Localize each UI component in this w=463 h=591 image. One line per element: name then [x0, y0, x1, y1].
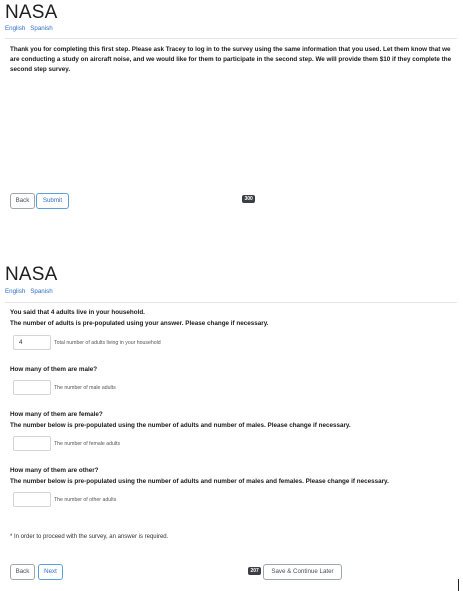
other-question-line2: The number below is pre-populated using the number of adults and number of males and females. Please change if necessary.: [10, 478, 389, 485]
adults-question-line1: You said that 4 adults live in your household.: [10, 309, 145, 316]
language-switcher-2: [5, 288, 58, 295]
adults-count-input[interactable]: 4: [13, 335, 51, 350]
language-link-spanish-1[interactable]: Spanish: [30, 25, 53, 32]
female-count-hint: The number of female adults: [54, 441, 121, 447]
page-number-badge-1: 300: [242, 195, 255, 203]
other-count-hint: The number of other adults: [54, 497, 117, 503]
next-button[interactable]: Next: [38, 564, 63, 580]
back-button-1[interactable]: Back: [10, 193, 35, 209]
header-divider-1: [5, 38, 457, 39]
language-link-spanish-2[interactable]: Spanish: [30, 288, 53, 295]
language-switcher-1: [5, 25, 58, 32]
language-link-english-2[interactable]: English: [5, 288, 26, 295]
adults-count-hint: Total number of adults living in your household: [54, 340, 161, 346]
back-button-2[interactable]: Back: [10, 564, 35, 580]
male-count-input[interactable]: [13, 380, 51, 395]
completion-message: Thank you for completing this first step. Please ask Tracey to log in to the survey using the same information that you used. Let them know that we are conducting a study on aircraft noise, and we would like for them to participate in the second step. We will provide them $10 if they complete the second step survey.: [10, 46, 452, 73]
text-cursor-icon: [458, 579, 459, 591]
male-count-hint: The number of male adults: [54, 385, 116, 391]
required-note: * In order to proceed with the survey, an answer is required.: [10, 534, 169, 540]
brand-title-1: NASA: [5, 2, 58, 23]
female-question-line2: The number below is pre-populated using the number of adults and number of males. Please change if necessary.: [10, 422, 351, 429]
adults-question-line2: The number of adults is pre-populated using your answer. Please change if necessary.: [10, 320, 269, 327]
female-count-input[interactable]: [13, 436, 51, 451]
header-divider-2: [5, 302, 457, 303]
female-question-line1: How many of them are female?: [10, 411, 103, 418]
page-number-badge-2: 207: [248, 567, 261, 575]
male-question: How many of them are male?: [10, 366, 98, 373]
other-question-line1: How many of them are other?: [10, 467, 99, 474]
language-link-english-1[interactable]: English: [5, 25, 26, 32]
other-count-input[interactable]: [13, 492, 51, 507]
submit-button[interactable]: Submit: [36, 193, 69, 209]
save-continue-later-button[interactable]: Save & Continue Later: [263, 564, 342, 580]
brand-title-2: NASA: [5, 264, 58, 285]
